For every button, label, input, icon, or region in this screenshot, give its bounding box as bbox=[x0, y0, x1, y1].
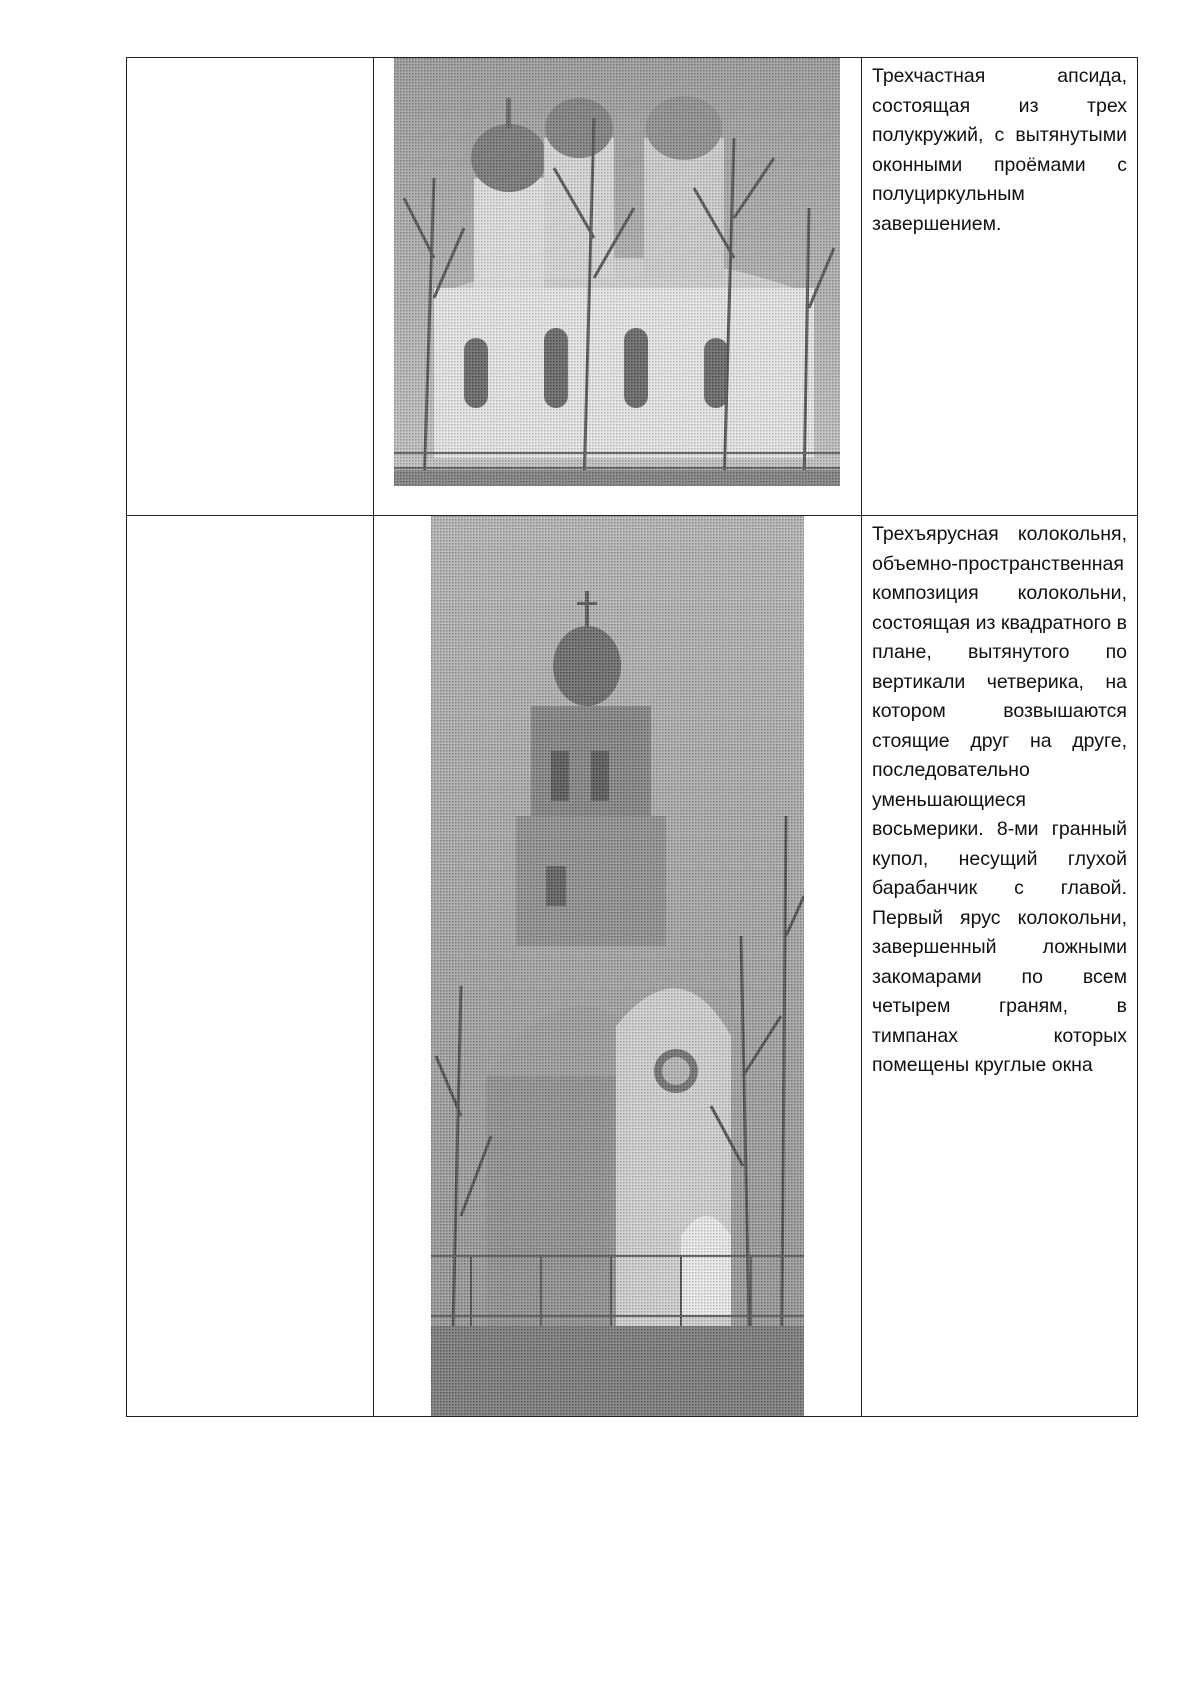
index-cell bbox=[127, 516, 374, 1417]
apse-photo-image bbox=[394, 58, 840, 486]
apse-photo bbox=[394, 58, 840, 486]
bell-tower-photo bbox=[431, 516, 804, 1416]
photo-cell bbox=[374, 58, 862, 516]
photo-cell bbox=[374, 516, 862, 1417]
description-text: Трехчастная апсида, состоящая из трех полукружий, с вытянутыми оконными проёмами с полуциркульным завершением. bbox=[872, 65, 1127, 235]
bell-tower-photo-image bbox=[431, 516, 804, 1416]
document-table bbox=[126, 57, 1138, 1417]
index-cell bbox=[127, 58, 374, 516]
description-cell bbox=[862, 516, 1138, 1417]
description-text: Трехъярусная колокольня, объемно-пространственная композиция колокольни, состоящая из квадратного в плане, вытянутого по вертикали четверика, на котором возвышаются стоящие друг на друге, последовательно уменьшающиеся восьмерики. 8-ми гранный купол, несущий глухой барабанчик с главой. Первый ярус колокольни, завершенный ложными закомарами по всем четырем граням, в тимпанах которых помещены круглые окна bbox=[872, 523, 1127, 1076]
table-row bbox=[127, 516, 1138, 1417]
table-row bbox=[127, 58, 1138, 516]
description-cell bbox=[862, 58, 1138, 516]
